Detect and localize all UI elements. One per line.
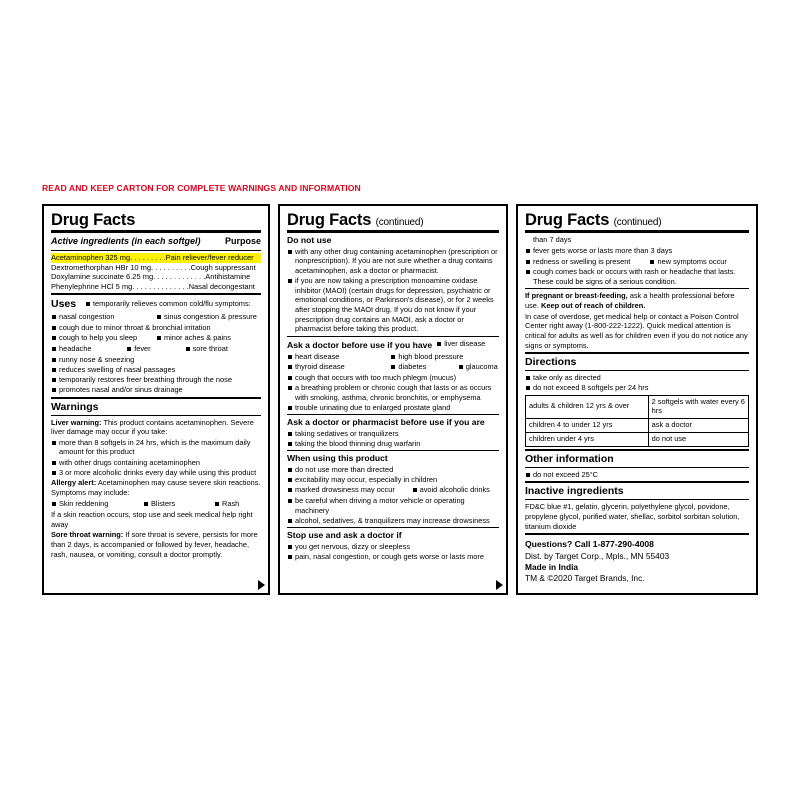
allergy-symptom: Rash xyxy=(214,499,261,509)
use-item: cough to help you sleep xyxy=(51,333,156,343)
ask-pharmacist-heading: Ask a doctor or pharmacist before use if you are xyxy=(287,417,485,428)
uses-heading: Uses xyxy=(51,298,77,311)
stop-use-item: you get nervous, dizzy or sleepless xyxy=(287,542,499,552)
divider xyxy=(287,336,499,337)
use-item: runny nose & sneezing xyxy=(51,355,261,365)
liver-item: with other drugs containing acetaminophen xyxy=(51,458,261,468)
divider xyxy=(525,370,749,371)
divider xyxy=(287,450,499,451)
stop-use-row xyxy=(525,256,749,267)
continuation-arrow-icon xyxy=(496,580,503,590)
dose-age-group: children under 4 yrs xyxy=(526,432,649,446)
liver-warning xyxy=(51,418,261,437)
uses-row xyxy=(51,312,261,323)
use-item: headache xyxy=(51,344,126,354)
when-using-row xyxy=(287,485,499,496)
do-not-use-heading: Do not use xyxy=(287,235,332,246)
panel2-title-main: Drug Facts xyxy=(287,211,372,229)
active-ingredient-row xyxy=(51,253,261,263)
divider xyxy=(287,230,499,233)
use-item: sore throat xyxy=(185,344,261,354)
active-ingredient-row xyxy=(51,263,261,273)
ingredient-purpose: Antihistamine xyxy=(205,272,251,282)
uses-row xyxy=(51,343,261,354)
stop-use-item: redness or swelling is present xyxy=(525,257,649,267)
allergy-symptom: Skin reddening xyxy=(51,499,143,509)
warnings-heading: Warnings xyxy=(51,400,99,413)
active-ingredient-row xyxy=(51,282,261,292)
ask-doctor-item: glaucoma xyxy=(458,362,499,372)
liver-warning-text: This product contains acetaminophen. Severe liver damage may occur if you take: xyxy=(51,417,254,437)
sore-throat-label: Sore throat warning: xyxy=(51,530,124,540)
dot-leader: . . . . . . . . . . . . . . xyxy=(132,281,189,291)
panel2-title-continued: (continued) xyxy=(375,217,424,228)
panel-column-3 xyxy=(516,204,758,595)
divider xyxy=(51,293,261,295)
dot-leader: . . . . . . . . . . xyxy=(151,262,191,272)
ask-doctor-item: liver disease xyxy=(436,339,499,349)
made-in-text: Made in India xyxy=(525,562,579,573)
use-item: minor aches & pains xyxy=(156,333,261,343)
dot-leader: . . . . . . . . . . . . . xyxy=(153,272,206,282)
use-item: temporarily restores freer breathing through the nose xyxy=(51,375,261,385)
dose-amount: 2 softgels with water every 6 hrs xyxy=(648,396,748,419)
divider xyxy=(525,467,749,468)
do-not-use-item: if you are now taking a prescription monoamine oxidase inhibitor (MAOI) (certain drugs for depression, psychiatric or emotional conditions, or Parkinson's disease), or for 2 weeks after stopping the MAOI drug. If you do not know if your prescription drug contains an MAOI, ask a doctor or pharmacist before taking this product. xyxy=(287,276,499,334)
divider xyxy=(287,527,499,528)
divider xyxy=(51,250,261,251)
uses-lead: temporarily relieves common cold/flu symptoms: xyxy=(85,299,261,309)
when-using-item: avoid alcoholic drinks xyxy=(412,485,499,495)
continuation-arrow-icon xyxy=(258,580,265,590)
distributor-text: Dist. by Target Corp., Mpls., MN 55403 xyxy=(525,550,670,561)
panel3-title xyxy=(525,212,749,229)
stop-use-continued-text: than 7 days xyxy=(533,235,572,245)
inactive-ingredients-text: FD&C blue #1, gelatin, glycerin, polyethylene glycol, povidone, propylene glycol, purified water, shellac, sorbitol sorbitan solution, titanium dioxide xyxy=(525,502,740,531)
ingredient-purpose: Pain reliever/fever reducer xyxy=(165,253,254,263)
overdose-text: In case of overdose, get medical help or contact a Poison Control Center right away (1-800-222-1222). Quick medical attention is critical for adults as well as for children even if you do not notice any signs or symptoms. xyxy=(525,311,748,350)
directions-item: do not exceed 8 softgels per 24 hrs xyxy=(525,383,749,393)
divider xyxy=(525,449,749,451)
dose-amount: ask a doctor xyxy=(648,418,748,432)
directions-heading: Directions xyxy=(525,356,577,369)
questions-phone[interactable]: Questions? Call 1-877-290-4008 xyxy=(525,539,654,550)
table-row xyxy=(526,418,749,432)
use-item: sinus congestion & pressure xyxy=(156,312,261,322)
purpose-heading: Purpose xyxy=(224,236,261,247)
panel1-title: Drug Facts xyxy=(51,211,136,229)
inactive-ingredients-heading: Inactive ingredients xyxy=(525,485,624,498)
allergy-after-text: If a skin reaction occurs, stop use and seek medical help right away xyxy=(51,510,253,529)
liver-item: 3 or more alcoholic drinks every day while using this product xyxy=(51,468,261,478)
stop-use-item: pain, nasal congestion, or cough gets worse or lasts more xyxy=(287,552,499,562)
ask-doctor-item: heart disease xyxy=(287,352,390,362)
dose-amount: do not use xyxy=(648,432,748,446)
dose-age-group: adults & children 12 yrs & over xyxy=(526,396,649,419)
ingredient-name: Doxylamine succinate 6.25 mg xyxy=(51,272,154,282)
ask-doctor-item: cough that occurs with too much phlegm (mucus) xyxy=(287,373,499,383)
ask-doctor-row xyxy=(287,362,499,373)
pregnancy-label: If pregnant or breast-feeding, xyxy=(525,291,628,301)
dose-age-group: children 4 to under 12 yrs xyxy=(526,418,649,432)
stop-use-item: fever gets worse or lasts more than 3 days xyxy=(525,246,749,256)
panel2-title xyxy=(287,212,499,229)
when-using-item: be careful when driving a motor vehicle or operating machinery xyxy=(287,496,499,515)
panel3-title-continued: (continued) xyxy=(613,217,662,228)
allergy-alert-label: Allergy alert: xyxy=(51,478,97,488)
panel-column-2 xyxy=(278,204,508,595)
do-not-use-item: with any other drug containing acetaminophen (prescription or nonprescription). If you are not sure whether a drug contains acetaminophen, ask a doctor or pharmacist. xyxy=(287,247,499,276)
use-item: nasal congestion xyxy=(51,312,156,322)
footer-block xyxy=(525,539,749,585)
active-ingredients-heading: Active ingredients (in each softgel) xyxy=(51,236,201,247)
drug-facts-panels xyxy=(42,204,758,595)
use-item: cough due to minor throat & bronchial irritation xyxy=(51,323,261,333)
pregnancy-warning xyxy=(525,291,749,310)
dosage-table xyxy=(525,395,749,447)
other-information-heading: Other information xyxy=(525,452,614,465)
ask-doctor-item: diabetes xyxy=(390,362,457,372)
table-row xyxy=(526,396,749,419)
pregnancy-text: ask a health professional before use. xyxy=(525,291,735,311)
use-item: promotes nasal and/or sinus drainage xyxy=(51,385,261,395)
other-information-item: do not exceed 25°C xyxy=(525,470,749,480)
table-row xyxy=(526,432,749,446)
divider xyxy=(525,481,749,483)
liver-warning-label: Liver warning: xyxy=(51,417,102,427)
ingredient-purpose: Nasal decongestant xyxy=(188,281,255,291)
stop-use-heading: Stop use and ask a doctor if xyxy=(287,530,402,541)
stop-use-item: cough comes back or occurs with rash or headache that lasts. These could be signs of a serious condition. xyxy=(525,267,749,286)
ask-pharmacist-item: taking sedatives or tranquilizers xyxy=(287,429,499,439)
ask-doctor-heading: Ask a doctor before use if you have xyxy=(287,339,433,350)
keep-out-of-reach-text: Keep out of reach of children. xyxy=(541,301,646,311)
ingredient-name: Acetaminophen 325 mg xyxy=(51,253,131,263)
allergy-alert-text: Acetaminophen may cause severe skin reactions. Symptoms may include: xyxy=(51,478,261,497)
when-using-item: do not use more than directed xyxy=(287,465,499,475)
divider xyxy=(51,230,261,233)
divider xyxy=(51,415,261,416)
ask-doctor-item: high blood pressure xyxy=(390,352,499,362)
when-using-item: excitability may occur, especially in children xyxy=(287,475,499,485)
stop-use-item: new symptoms occur xyxy=(649,257,749,267)
when-using-heading: When using this product xyxy=(287,453,388,464)
divider xyxy=(287,414,499,415)
ingredient-name: Dextromethorphan HBr 10 mg xyxy=(51,262,152,272)
when-using-item: alcohol, sedatives, & tranquilizers may increase drowsiness xyxy=(287,516,499,526)
panel3-title-main: Drug Facts xyxy=(525,211,610,229)
allergy-symptoms-row xyxy=(51,499,261,510)
divider xyxy=(51,397,261,399)
directions-item: take only as directed xyxy=(525,373,749,383)
divider xyxy=(525,230,749,233)
divider xyxy=(525,533,749,535)
ask-doctor-row xyxy=(287,351,499,362)
divider xyxy=(525,288,749,289)
dot-leader: . . . . . . . . . xyxy=(130,253,166,263)
ask-doctor-item: trouble urinating due to enlarged prostate gland xyxy=(287,403,499,413)
allergy-alert xyxy=(51,478,261,497)
sore-throat-text: If sore throat is severe, persists for more than 2 days, is accompanied or followed by fever, headache, rash, nausea, or vomiting, consult a doctor promptly. xyxy=(51,530,258,559)
sore-throat-warning xyxy=(51,530,261,559)
ingredient-name: Phenylephrine HCl 5 mg xyxy=(51,281,133,291)
use-item: fever xyxy=(126,344,184,354)
ingredient-purpose: Cough suppressant xyxy=(190,262,256,272)
divider xyxy=(525,352,749,354)
ask-doctor-item: a breathing problem or chronic cough that lasts or as occurs with smoking, asthma, chronic bronchitis, or emphysema xyxy=(287,383,499,402)
use-item: reduces swelling of nasal passages xyxy=(51,365,261,375)
uses-row xyxy=(51,333,261,344)
top-banner-text: READ AND KEEP CARTON FOR COMPLETE WARNINGS AND INFORMATION xyxy=(42,183,361,193)
panel-column-1 xyxy=(42,204,270,595)
allergy-symptom: Blisters xyxy=(143,499,214,509)
ask-doctor-item: thyroid disease xyxy=(287,362,390,372)
ask-pharmacist-item: taking the blood thinning drug warfarin xyxy=(287,439,499,449)
active-ingredient-row xyxy=(51,272,261,282)
divider xyxy=(525,499,749,500)
trademark-text: TM & ©2020 Target Brands, Inc. xyxy=(525,573,645,584)
liver-item: more than 8 softgels in 24 hrs, which is the maximum daily amount for this product xyxy=(51,438,261,457)
when-using-item: marked drowsiness may occur xyxy=(287,485,412,495)
